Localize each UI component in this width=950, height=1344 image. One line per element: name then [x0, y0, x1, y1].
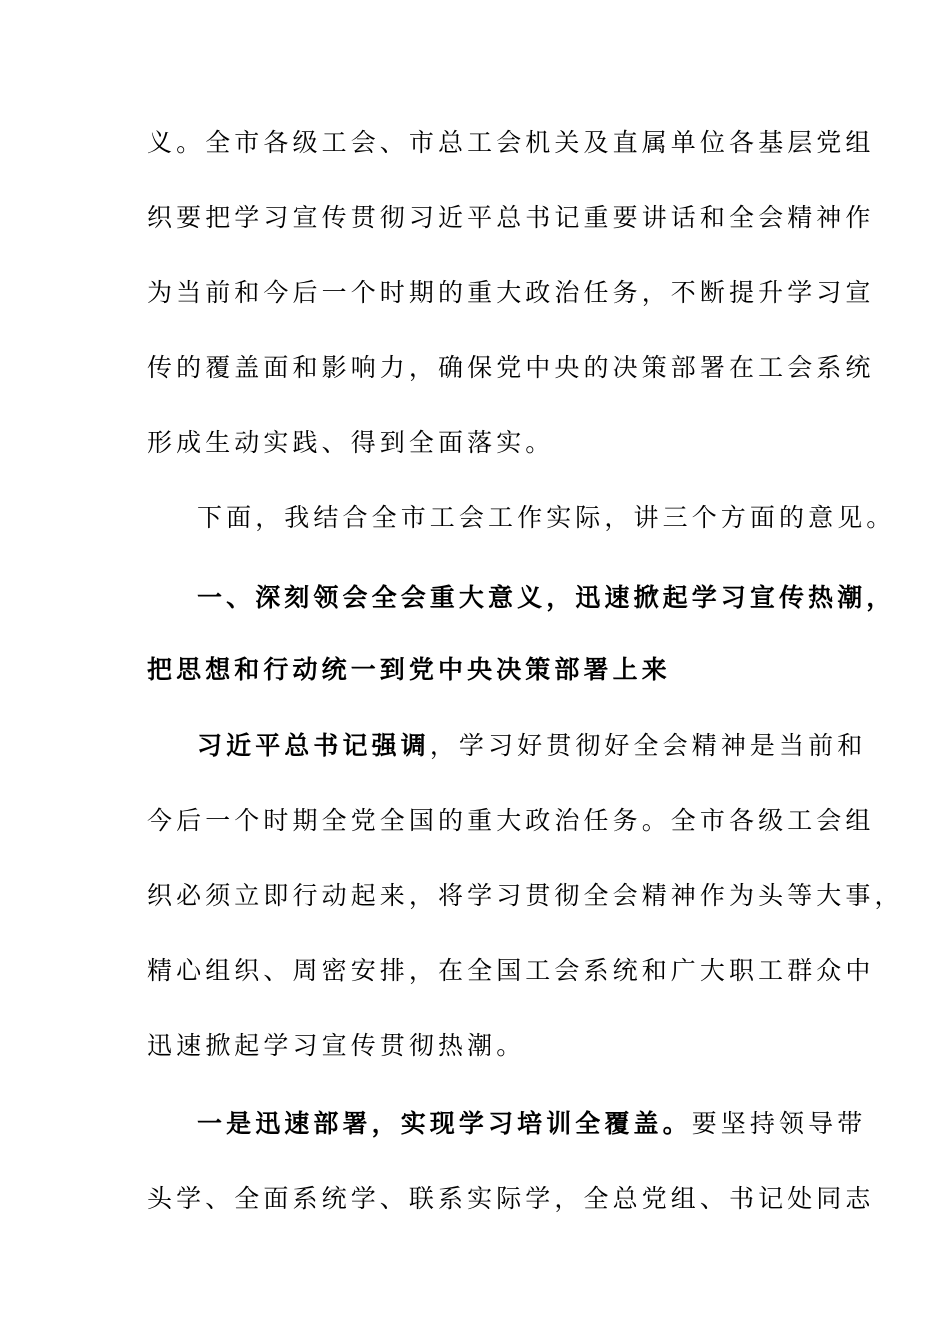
section-heading-line-2: 把思想和行动统一到党中央决策部署上来 [147, 655, 671, 684]
body-line-1: 义。全市各级工会、市总工会机关及直属单位各基层党组 [147, 128, 875, 157]
para2-lead-bold: 习近平总书记强调 [197, 731, 430, 760]
para2-line-5: 迅速掀起学习宣传贯彻热潮。 [147, 1031, 526, 1060]
para2-line-3: 织必须立即行动起来，将学习贯彻全会精神作为头等大事， [147, 881, 904, 910]
para2-line-4: 精心组织、周密安排，在全国工会系统和广大职工群众中 [147, 956, 875, 985]
para3-line-2: 头学、全面系统学、联系实际学，全总党组、书记处同志 [147, 1184, 875, 1213]
para3-lead-bold: 一是迅速部署，实现学习培训全覆盖。 [197, 1109, 692, 1138]
para2-line-2: 今后一个时期全党全国的重大政治任务。全市各级工会组 [147, 806, 875, 835]
para3-first-line [197, 1104, 877, 1144]
section-heading-line-1: 一、深刻领会全会重大意义，迅速掀起学习宣传热潮， [197, 583, 896, 612]
para2-lead-rest: ，学习好贯彻好全会精神是当前和 [429, 731, 867, 760]
intro-paragraph: 下面，我结合全市工会工作实际，讲三个方面的意见。 [197, 503, 896, 532]
body-line-2: 织要把学习宣传贯彻习近平总书记重要讲话和全会精神作 [147, 203, 875, 232]
body-line-4: 传的覆盖面和影响力，确保党中央的决策部署在工会系统 [147, 353, 875, 382]
body-line-3: 为当前和今后一个时期的重大政治任务，不断提升学习宣 [147, 278, 875, 307]
para2-first-line [197, 726, 877, 766]
para3-lead-rest: 要坚持领导带 [691, 1109, 867, 1138]
body-line-5: 形成生动实践、得到全面落实。 [147, 428, 555, 457]
